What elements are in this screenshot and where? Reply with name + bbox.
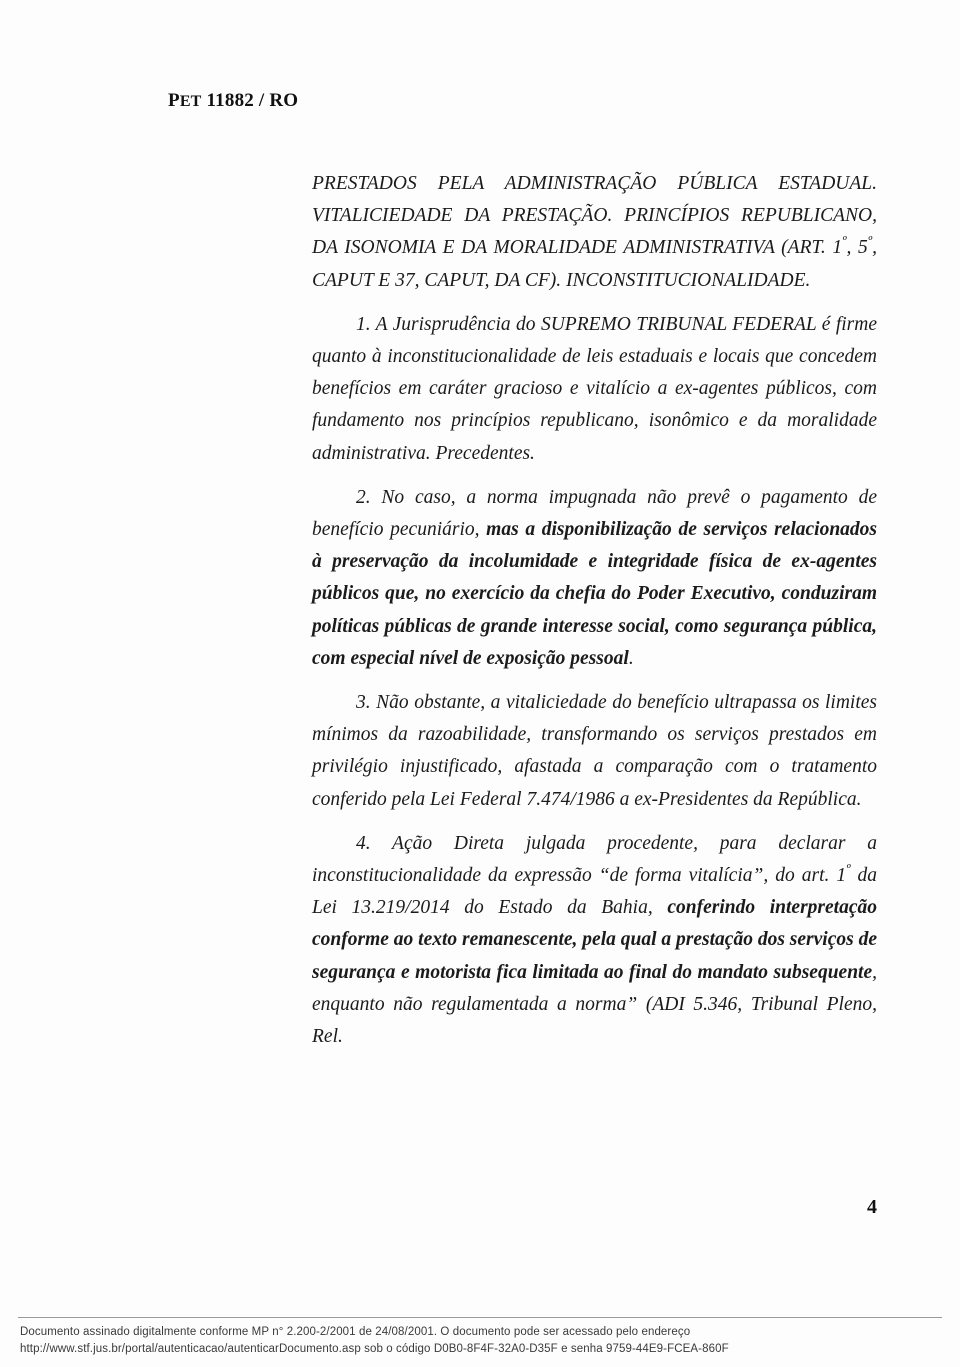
- paragraph-item-2: 2. No caso, a norma impugnada não prevê o pagamento de benefício pecuniário, mas a disponibilização de serviços relacionados à preservação da incolumidade e integridade física de ex-agentes públicos que, no exercício da chefia do Poder Executivo, conduziram políticas públicas de grande interesse social, como segurança pública, com especial nível de exposição pessoal.: [312, 486, 878, 669]
- header-case-number: 11882 / RO: [206, 90, 299, 111]
- header-prefix-first-letter: P: [168, 90, 180, 111]
- emphasized-text: mas a disponibilização de serviços relacionados à preservação da incolumidade e integridade física de ex-agentes públicos que, no exercício da chefia do Poder Executivo, conduziram políticas públicas de grande interesse social, como segurança pública, com especial nível de exposição pessoal: [312, 519, 878, 669]
- ordinal-superscript: º: [846, 861, 851, 878]
- page-number: 4: [867, 1196, 877, 1218]
- footer-line-1: Documento assinado digitalmente conforme MP n° 2.200-2/2001 de 24/08/2001. O documento pode ser acessado pelo endereço: [20, 1326, 691, 1338]
- emphasized-text: conferindo interpretação conforme ao texto remanescente, pela qual a prestação dos serviços de segurança e motorista fica limitada ao final do mandato subsequente: [312, 897, 877, 983]
- ordinal-superscript: º: [842, 233, 847, 250]
- document-body: [312, 168, 877, 1053]
- paragraph-item-4: 4. Ação Direta julgada procedente, para declarar a inconstitucionalidade da expressão “de forma vitalícia”, do art. $1^º$ da Lei 13.219/2014 do Estado da Bahia, conferindo interpretação conforme ao texto remanescente, pela qual a prestação dos serviços de segurança e motorista fica limitada ao final do mandato subsequente, enquanto não regulamentada a norma” (ADI 5.346, Tribunal Pleno, Rel.: [312, 832, 878, 1048]
- ordinal-superscript: º: [867, 233, 873, 250]
- page-header: [168, 90, 298, 112]
- header-prefix-rest: ET: [179, 93, 202, 110]
- paragraph-ementa-caps: PRESTADOS PELA ADMINISTRAÇÃO PÚBLICA ESTADUAL. VITALICIEDADE DA PRESTAÇÃO. PRINCÍPIOS REPUBLICANO, DA ISONOMIA E DA MORALIDADE ADMINISTRATIVA (ART. $1^º$, $5^º$, CAPUT E 37, CAPUT, DA CF). INCONSTITUCIONALIDADE.: [312, 173, 877, 291]
- footer-line-2: http://www.stf.jus.br/portal/autenticacao/autenticarDocumento.asp sob o código D0B0-8F4F-32A0-D35F e senha 9759-44E9-FCEA-860F: [20, 1343, 729, 1355]
- paragraph-item-1: 1. A Jurisprudência do SUPREMO TRIBUNAL FEDERAL é firme quanto à inconstitucionalidade de leis estaduais e locais que concedem benefícios em caráter gracioso e vitalício a ex-agentes públicos, com fundamento nos princípios republicano, isonômico e da moralidade administrativa. Precedentes.: [312, 313, 877, 464]
- paragraph-item-3: 3. Não obstante, a vitaliciedade do benefício ultrapassa os limites mínimos da razoabilidade, transformando os serviços prestados em privilégio injustificado, afastada a comparação com o tratamento conferido pela Lei Federal 7.474/1986 a ex-Presidentes da República.: [312, 692, 877, 810]
- footer-divider: [18, 1317, 942, 1318]
- footer-signature-notice: [20, 1324, 944, 1358]
